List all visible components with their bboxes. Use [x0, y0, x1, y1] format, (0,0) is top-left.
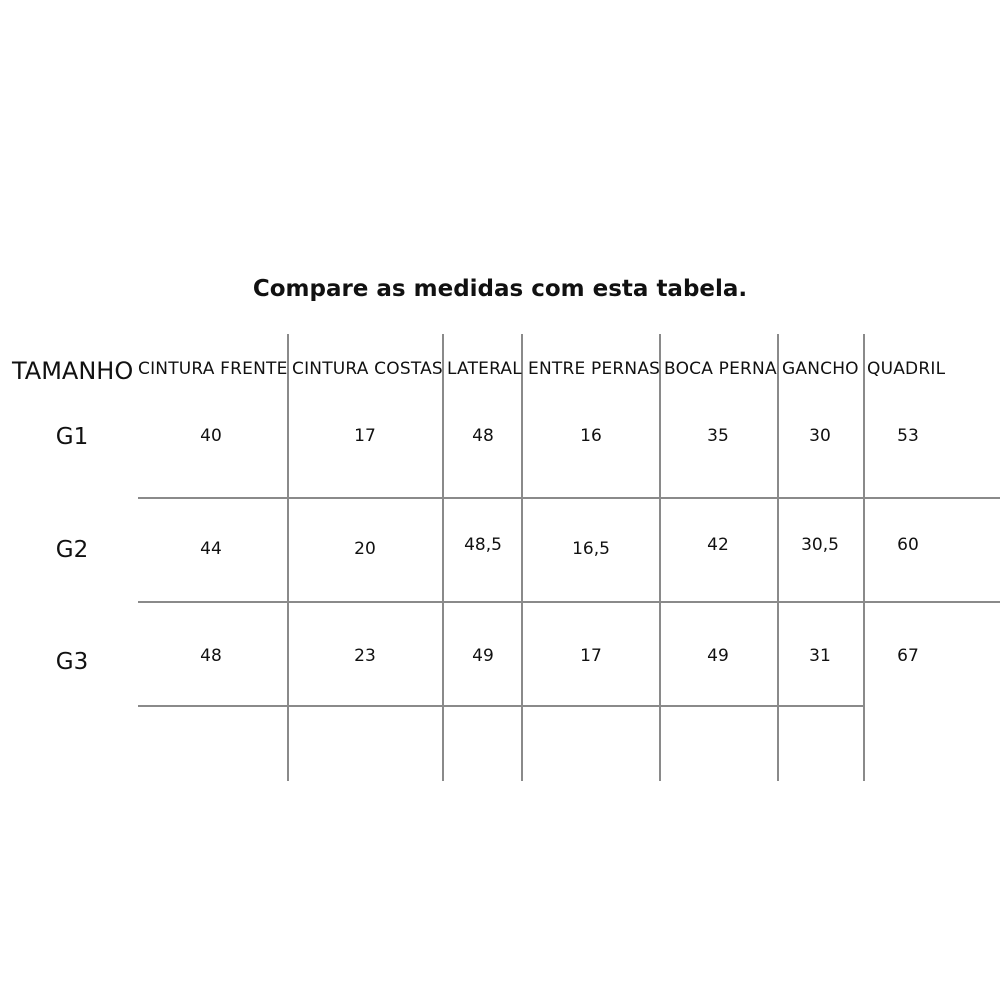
table-cell: 20 — [354, 539, 376, 559]
header-lateral: LATERAL — [447, 359, 522, 379]
table-cell: 17 — [354, 426, 376, 446]
table-cell: 48 — [200, 646, 222, 666]
column-divider — [521, 334, 523, 781]
table-cell: 48 — [472, 426, 494, 446]
header-cintura-costas: CINTURA COSTAS — [292, 359, 443, 379]
table-cell: 17 — [580, 646, 602, 666]
table-cell: 44 — [200, 539, 222, 559]
table-cell: 60 — [897, 535, 919, 555]
header-boca-perna: BOCA PERNA — [664, 359, 777, 379]
row-size-label: G1 — [55, 424, 89, 450]
row-divider — [138, 497, 1000, 499]
header-cintura-frente: CINTURA FRENTE — [138, 359, 288, 379]
row-divider — [138, 705, 863, 707]
table-cell: 49 — [707, 646, 729, 666]
header-tamanho: TAMANHO — [12, 357, 134, 385]
table-cell: 53 — [897, 426, 919, 446]
table-cell: 31 — [809, 646, 831, 666]
table-cell: 67 — [897, 646, 919, 666]
row-size-label: G2 — [55, 537, 89, 563]
header-entre-pernas: ENTRE PERNAS — [528, 359, 661, 379]
row-divider — [138, 601, 1000, 603]
table-cell: 16,5 — [572, 539, 610, 559]
table-cell: 42 — [707, 535, 729, 555]
table-cell: 49 — [472, 646, 494, 666]
table-cell: 30 — [809, 426, 831, 446]
table-cell: 48,5 — [464, 535, 502, 555]
row-size-label: G3 — [55, 649, 89, 675]
column-divider — [863, 334, 865, 781]
column-divider — [659, 334, 661, 781]
column-divider — [777, 334, 779, 781]
table-cell: 35 — [707, 426, 729, 446]
page-title: Compare as medidas com esta tabela. — [252, 276, 748, 302]
table-cell: 40 — [200, 426, 222, 446]
table-cell: 16 — [580, 426, 602, 446]
header-quadril: QUADRIL — [867, 359, 946, 379]
column-divider — [442, 334, 444, 781]
header-gancho: GANCHO — [782, 359, 859, 379]
column-divider — [287, 334, 289, 781]
table-cell: 23 — [354, 646, 376, 666]
table-cell: 30,5 — [801, 535, 839, 555]
